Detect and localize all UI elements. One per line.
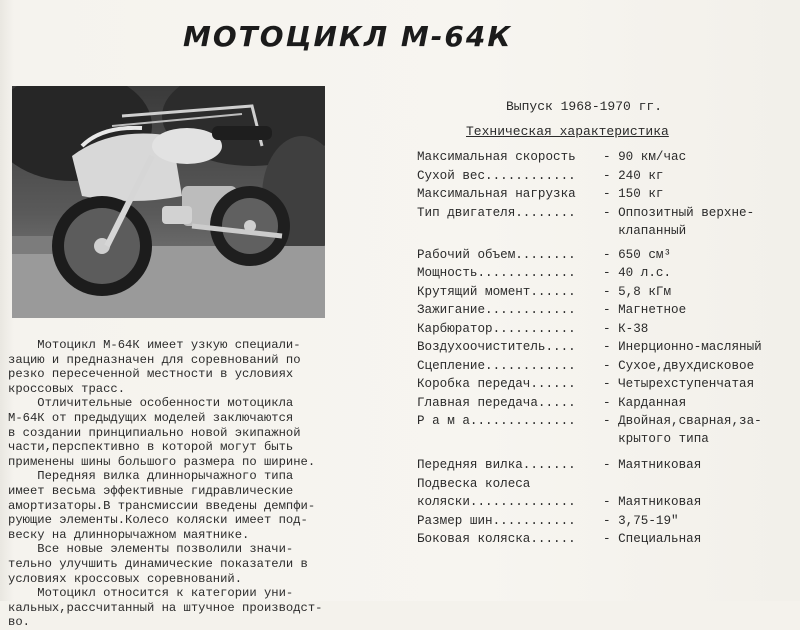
spec-value: крытого типа bbox=[603, 432, 709, 446]
spec-row-front-fork bbox=[417, 456, 792, 475]
spec-row-ignition bbox=[417, 301, 792, 320]
spec-row-displacement bbox=[417, 246, 792, 265]
description-line: имеет весьма эффективные гидравлические bbox=[8, 483, 294, 498]
spec-value: - 5,8 кГм bbox=[603, 284, 672, 299]
spec-row-sidecar bbox=[417, 530, 792, 549]
description-line: рующие элементы.Колесо коляски имеет под- bbox=[8, 513, 308, 528]
motorcycle-photo bbox=[12, 86, 325, 318]
spec-row-power bbox=[417, 264, 792, 283]
spec-key bbox=[417, 222, 603, 240]
description-line: М-64К от предыдущих моделей заключаются bbox=[8, 410, 294, 425]
description-line: кроссовых трасс. bbox=[8, 381, 126, 396]
spec-key: Передняя вилка....... bbox=[417, 458, 576, 472]
spec-row-final-drive bbox=[417, 394, 792, 413]
motorcycle-illustration bbox=[12, 86, 325, 318]
description-line: части,перспективно в которой могут быть bbox=[8, 440, 294, 455]
spec-value: - К-38 bbox=[603, 321, 649, 336]
spec-row-sidecar-suspension-cont bbox=[417, 493, 792, 512]
spec-row-engine-type-cont bbox=[417, 222, 792, 240]
spec-key: Коробка передач...... bbox=[417, 377, 576, 391]
release-years: Выпуск 1968-1970 гг. bbox=[506, 99, 663, 114]
spec-key: Р а м а.............. bbox=[417, 414, 576, 428]
description-line: применены шины большого размера по ширине. bbox=[8, 454, 316, 469]
spec-key: Карбюратор........... bbox=[417, 321, 576, 336]
description-line: во. bbox=[8, 615, 30, 630]
spec-key: Тип двигателя........ bbox=[417, 205, 576, 220]
spec-key: Главная передача..... bbox=[417, 395, 576, 410]
spec-key: Боковая коляска...... bbox=[417, 532, 576, 546]
spec-row-dry-weight bbox=[417, 167, 792, 186]
spec-key: Сцепление............ bbox=[417, 358, 576, 373]
spec-row-speed bbox=[417, 148, 792, 167]
description-line: в создании принципиально новой экипажной bbox=[8, 425, 301, 440]
spec-value bbox=[603, 475, 792, 494]
spec-key: Зажигание............ bbox=[417, 303, 576, 317]
spec-key: Рабочий объем........ bbox=[417, 247, 576, 262]
spec-value: - 650 см³ bbox=[603, 247, 672, 262]
spec-key bbox=[417, 430, 603, 448]
spec-value: - Маятниковая bbox=[603, 458, 702, 472]
spec-row-torque bbox=[417, 283, 792, 302]
description-line: резко пересеченной местности в условиях bbox=[8, 367, 294, 382]
spec-value: - 240 кг bbox=[603, 168, 664, 183]
spec-value: - 90 км/час bbox=[603, 150, 687, 164]
spec-list bbox=[417, 148, 792, 549]
spec-value: - 3,75-19" bbox=[603, 513, 679, 528]
spec-row-clutch bbox=[417, 357, 792, 376]
spec-value: - Оппозитный верхне- bbox=[603, 205, 755, 220]
spec-row-tire-size bbox=[417, 512, 792, 531]
spec-value: - Маятниковая bbox=[603, 495, 702, 509]
spec-row-air-filter bbox=[417, 338, 792, 357]
spec-key: Сухой вес............ bbox=[417, 168, 576, 183]
spec-key: Максимальная нагрузка bbox=[417, 187, 576, 201]
spec-value: - Инерционно-масляный bbox=[603, 340, 762, 354]
spec-key: Подвеска колеса bbox=[417, 476, 531, 491]
spec-row-engine-type bbox=[417, 204, 792, 222]
description-line: тельно улучшить динамические показатели в bbox=[8, 556, 308, 571]
spec-heading: Техническая характеристика bbox=[466, 124, 669, 139]
description-text bbox=[8, 338, 360, 630]
spec-value: - Двойная,сварная,за- bbox=[603, 414, 762, 428]
description-line: амортизаторы.В трансмиссии введены демпфи- bbox=[8, 498, 316, 513]
description-line: веску на длиннорычажном маятнике. bbox=[8, 527, 250, 542]
description-line: Мотоцикл М-64К имеет узкую специали- bbox=[8, 338, 301, 352]
spec-value: - 150 кг bbox=[603, 187, 664, 201]
spec-row-max-load bbox=[417, 185, 792, 204]
spec-row-sidecar-suspension bbox=[417, 475, 792, 494]
description-line: Все новые элементы позволили значи- bbox=[8, 542, 294, 557]
description-line: Мотоцикл относится к категории уни- bbox=[8, 586, 294, 601]
spec-row-carburetor bbox=[417, 320, 792, 339]
spec-key: Мощность............. bbox=[417, 266, 576, 280]
description-line: Передняя вилка длиннорычажного типа bbox=[8, 469, 294, 484]
spec-value: клапанный bbox=[603, 223, 687, 238]
spec-key: коляски.............. bbox=[417, 495, 576, 509]
description-line: кальных,рассчитанный на штучное производст- bbox=[8, 600, 323, 615]
spec-row-frame-cont bbox=[417, 430, 792, 448]
page-title: МОТОЦИКЛ М-64К bbox=[183, 20, 513, 53]
spec-value: - Сухое,двухдисковое bbox=[603, 358, 755, 373]
spec-value: - 40 л.с. bbox=[603, 266, 672, 280]
spec-row-frame bbox=[417, 412, 792, 430]
description-line: зацию и предназначен для соревнований по bbox=[8, 352, 301, 367]
spec-key: Максимальная скорость bbox=[417, 150, 576, 164]
description-line: Отличительные особенности мотоцикла bbox=[8, 396, 294, 411]
description-line: условиях кроссовых соревнований. bbox=[8, 571, 243, 586]
spec-row-gearbox bbox=[417, 375, 792, 394]
spec-value: - Магнетное bbox=[603, 303, 687, 317]
spec-value: - Специальная bbox=[603, 532, 702, 546]
spec-key: Воздухоочиститель.... bbox=[417, 340, 576, 354]
spec-key: Размер шин........... bbox=[417, 513, 576, 528]
spec-value: - Карданная bbox=[603, 395, 687, 410]
spec-value: - Четырехступенчатая bbox=[603, 377, 755, 391]
spec-key: Крутящий момент...... bbox=[417, 284, 576, 299]
